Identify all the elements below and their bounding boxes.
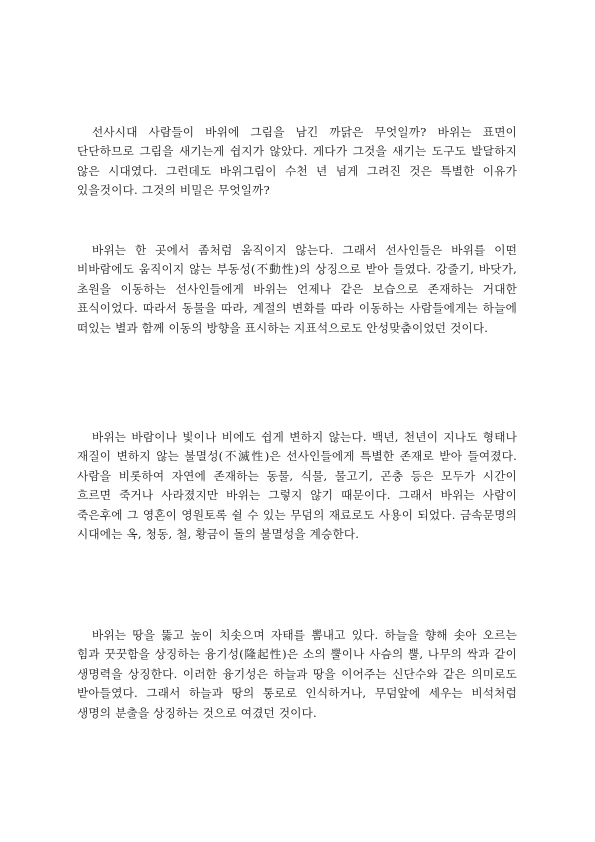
paragraph-uprising: 바위는 땅을 뚫고 높이 치솟으며 자태를 뽐내고 있다. 하늘을 향해 솟아 오르는 힘과 꿋꿋함을 상징하는 융기성(隆起性)은 소의 뿔이나 사슴의 뿔, 나무의 싹과 같이 생명력을 상징한다. 이러한 융기성은 하늘과 땅을 이어주는 신단수와 같은 의미로도 받아들였다. 그래서 하늘과 땅의 통로로 인식하거나, 무덤앞에 세우는 비석처럼 생명의 분출을 상징하는 것으로 여겼던 것이다.	[77, 628, 517, 720]
paragraph-immobility: 바위는 한 곳에서 좀처럼 움직이지 않는다. 그래서 선사인들은 바위를 이떤 비바람에도 움직이지 않는 부동성(不動性)의 상징으로 받아 들였다. 강줄기, 바닷가, 초원을 이동하는 선사인들에게 바위는 언제나 같은 보습으로 존재하는 거대한 표식이었다. 따라서 동물을 따라, 계절의 변화를 따라 이동하는 사람들에게는 하늘에 떠있는 별과 함께 이동의 방향을 표시하는 지표석으로도 안성맞춤이었던 것이다.	[77, 243, 517, 335]
paragraph-intro: 선사시대 사람들이 바위에 그림을 남긴 까닭은 무엇일까? 바위는 표면이 단단하므로 그림을 새기는게 쉽지가 않았다. 게다가 그것을 새기는 도구도 발달하지 않은 시대였다. 그런데도 바위그림이 수천 년 넘게 그려진 것은 특별한 이유가 있을것이다. 그것의 비밀은 무엇일까?	[77, 125, 517, 198]
paragraph-immortality: 바위는 바람이나 빛이나 비에도 쉽게 변하지 않는다. 백년, 천년이 지나도 형태나 재질이 변하지 않는 불멸성(不滅性)은 선사인들에게 특별한 존재로 받아 들여졌다. 사람을 비롯하여 자연에 존재하는 동물, 식물, 물고기, 곤충 등은 모두가 시간이 흐르면 죽거나 사라졌지만 바위는 그렇지 않기 때문이다. 그래서 바위는 사람이 죽은후에 그 영혼이 영원토록 쉴 수 있는 무덤의 재료로도 사용이 되었다. 금속문명의 시대에는 옥, 청동, 철, 황금이 돌의 불멸성을 계승한다.	[77, 430, 517, 542]
